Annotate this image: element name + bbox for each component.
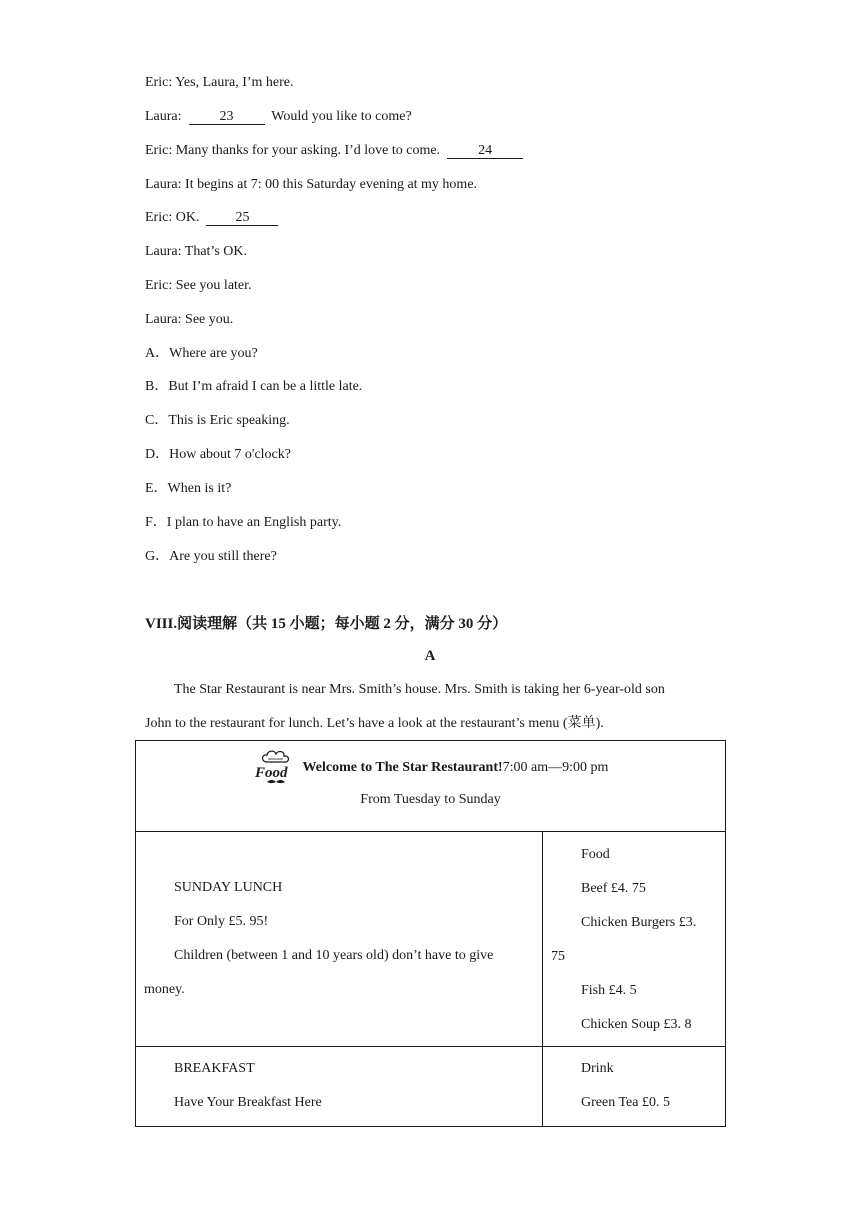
food-item: Chicken Burgers £3. bbox=[581, 915, 697, 930]
chef-hat-food-logo-icon bbox=[253, 750, 299, 786]
line-text: See you. bbox=[185, 312, 234, 327]
speaker: Eric: bbox=[145, 75, 173, 90]
food-item: Fish £4. 5 bbox=[581, 983, 637, 998]
dialogue-line-3 bbox=[145, 142, 523, 160]
breakfast-cell bbox=[136, 1047, 543, 1127]
food-item: Beef £4. 75 bbox=[581, 881, 646, 896]
drink-item: Green Tea £0. 5 bbox=[581, 1095, 670, 1110]
breakfast-title: BREAKFAST bbox=[174, 1061, 255, 1076]
speaker: Eric: bbox=[145, 278, 173, 293]
line-text: That’s OK. bbox=[184, 244, 247, 259]
opening-days: From Tuesday to Sunday bbox=[360, 792, 501, 807]
sunday-lunch-note-cont: money. bbox=[144, 982, 185, 997]
speaker: Eric: bbox=[145, 143, 173, 158]
dialogue-line-4 bbox=[145, 176, 477, 194]
drink-title: Drink bbox=[581, 1061, 614, 1076]
option-b: B．But I’m afraid I can be a little late. bbox=[145, 379, 363, 394]
line-text: It begins at 7: 00 this Saturday evening at my home. bbox=[185, 177, 478, 192]
opening-hours: 7:00 am—9:00 pm bbox=[502, 760, 609, 775]
dialogue-line-7 bbox=[145, 277, 252, 295]
speaker: Laura: bbox=[145, 312, 182, 327]
option-c: C．This is Eric speaking. bbox=[145, 413, 290, 428]
menu-table bbox=[135, 740, 726, 1127]
option-f: F．I plan to have an English party. bbox=[145, 515, 342, 530]
intro-line-2: John to the restaurant for lunch. Let’s have a look at the restaurant’s menu (菜单). bbox=[145, 716, 604, 731]
dialogue-line-2 bbox=[145, 108, 412, 126]
dialogue-line-1 bbox=[145, 74, 294, 92]
sunday-lunch-cell bbox=[136, 832, 543, 1047]
option-e: E．When is it? bbox=[145, 481, 232, 496]
dialogue-line-5 bbox=[145, 209, 278, 227]
speaker: Eric: bbox=[145, 210, 173, 225]
welcome-text: Welcome to The Star Restaurant! bbox=[302, 760, 503, 775]
speaker: Laura: bbox=[145, 177, 182, 192]
speaker: Laura: bbox=[145, 109, 182, 124]
answer-blank-23[interactable]: 23 bbox=[189, 109, 265, 125]
line-text: Yes, Laura, I’m here. bbox=[175, 75, 294, 90]
sunday-lunch-title: SUNDAY LUNCH bbox=[174, 880, 283, 895]
line-text: See you later. bbox=[175, 278, 252, 293]
answer-blank-25[interactable]: 25 bbox=[206, 210, 278, 226]
drink-cell bbox=[543, 1047, 726, 1127]
sunday-lunch-price: For Only £5. 95! bbox=[174, 914, 269, 929]
logo-text: Food bbox=[254, 765, 288, 781]
intro-line-1: The Star Restaurant is near Mrs. Smith’s house. Mrs. Smith is taking her 6-year-old son bbox=[174, 682, 665, 697]
food-item: Chicken Soup £3. 8 bbox=[581, 1017, 692, 1032]
dialogue-line-6 bbox=[145, 243, 247, 261]
line-text: OK. bbox=[175, 210, 200, 225]
breakfast-note: Have Your Breakfast Here bbox=[174, 1095, 322, 1110]
option-d: D．How about 7 o'clock? bbox=[145, 447, 291, 462]
option-a: A．Where are you? bbox=[145, 346, 258, 361]
food-item-cont: 75 bbox=[551, 949, 565, 964]
line-text: Many thanks for your asking. I’d love to come. bbox=[175, 143, 441, 158]
sunday-lunch-note: Children (between 1 and 10 years old) don’t have to give bbox=[174, 948, 494, 963]
option-g: G．Are you still there? bbox=[145, 549, 277, 564]
line-text: Would you like to come? bbox=[271, 109, 412, 124]
menu-header bbox=[136, 741, 726, 832]
passage-label: A bbox=[424, 648, 436, 664]
dialogue-line-8 bbox=[145, 311, 233, 329]
section-title: VIII.阅读理解（共 15 小题；每小题 2 分，满分 30 分） bbox=[145, 616, 508, 632]
answer-blank-24[interactable]: 24 bbox=[447, 143, 523, 159]
food-title: Food bbox=[581, 847, 610, 862]
speaker: Laura: bbox=[145, 244, 182, 259]
intro-paragraph bbox=[145, 673, 715, 741]
food-cell bbox=[543, 832, 726, 1047]
